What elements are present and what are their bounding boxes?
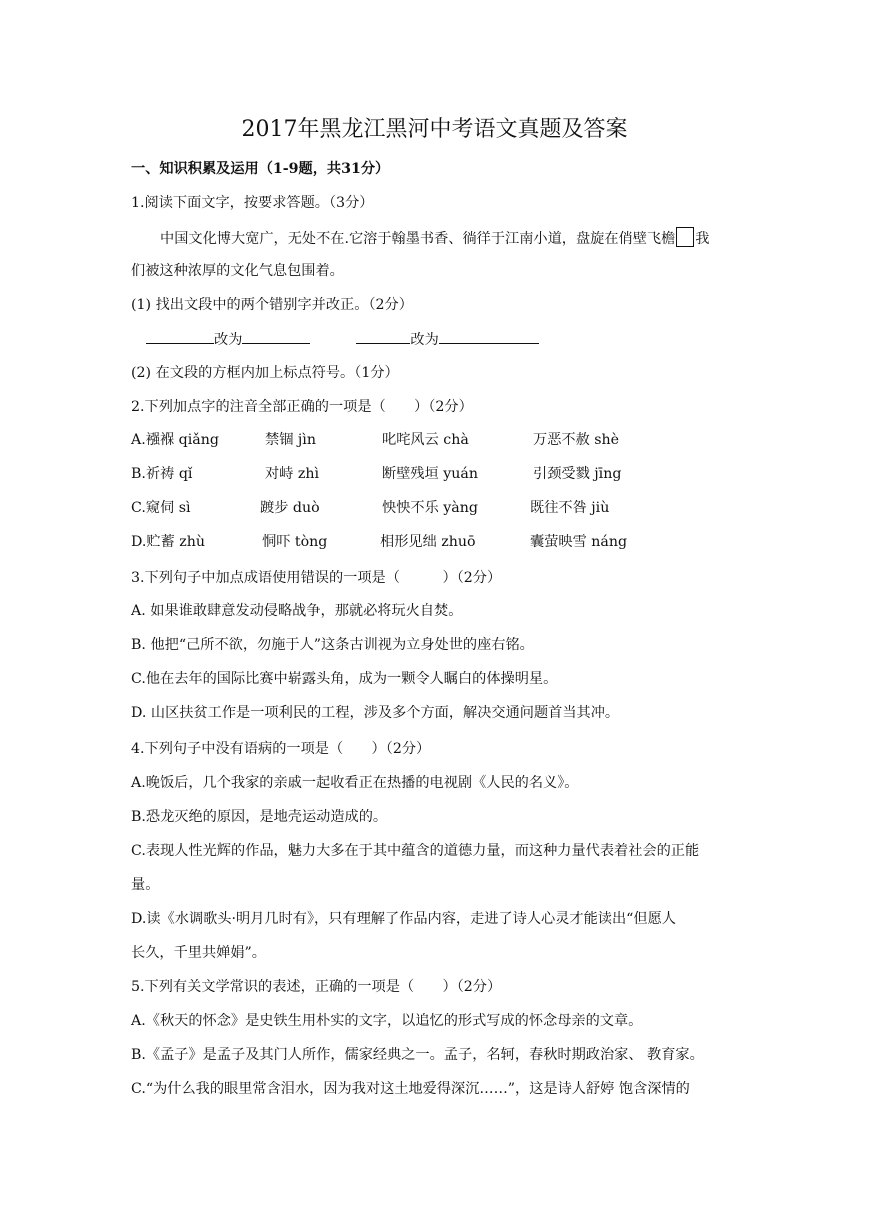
q5-option-a: A.《秋天的怀念》是史铁生用朴实的文字，以追忆的形式写成的怀念母亲的文章。 [131, 1013, 643, 1029]
q2-option-c-1: C.窥伺 sì [131, 500, 191, 516]
q2-option-b-1: B.祈祷 qǐ [131, 466, 193, 482]
q2-option-a-4: 万恶不赦 shè [533, 432, 620, 448]
q5-stem: 5.下列有关文学常识的表述，正确的一项是（ ）（2分） [131, 979, 502, 995]
q2-option-b-3: 断壁残垣 yuán [382, 466, 479, 482]
q4-option-b: B.恐龙灭绝的原因，是地壳运动造成的。 [131, 809, 388, 825]
q3-option-a: A. 如果谁敢肆意发动侵略战争，那就必将玩火自焚。 [131, 603, 463, 619]
q2-option-d-1: D.贮蓄 zhù [131, 534, 206, 550]
q1-passage-line2: 们被这种浓厚的文化气息包围着。 [131, 263, 344, 279]
q4-option-d-line2: 长久，千里共婵娟”。 [131, 945, 266, 961]
q4-option-d-line1: D.读《水调歌头·明月几时有》，只有理解了作品内容，走进了诗人心灵才能读出“但愿人 [131, 911, 676, 927]
q4-stem: 4.下列句子中没有语病的一项是（ ）（2分） [131, 741, 431, 757]
wrong-char-blank-2[interactable] [356, 328, 410, 344]
q3-stem: 3.下列句子中加点成语使用错误的一项是（ ）（2分） [131, 570, 502, 586]
q1-passage-line1 [160, 227, 709, 249]
correct-char-blank-2[interactable] [439, 328, 539, 344]
q3-option-b: B. 他把“己所不欲，勿施于人”这条古训视为立身处世的座右铭。 [131, 637, 534, 653]
q2-option-a-2: 禁锢 jìn [265, 432, 316, 448]
page-title: 2017年黑龙江黑河中考语文真题及答案 [241, 117, 628, 142]
q2-option-d-3: 相形见绌 zhuō [380, 534, 476, 550]
q2-option-d-4: 囊萤映雪 náng [530, 534, 628, 550]
section-heading: 一、知识积累及运用（1-9题，共31分） [131, 161, 390, 177]
q1-stem: 1.阅读下面文字，按要求答题。（3分） [131, 195, 374, 211]
q1-sub1: (1) 找出文段中的两个错别字并改正。（2分） [131, 297, 413, 313]
q2-option-c-2: 踱步 duò [260, 500, 320, 516]
q1-passage-text: 中国文化博大宽广，无处不在.它溶于翰墨书香、徜徉于江南小道，盘旋在俏壁飞檐 [160, 231, 676, 247]
punctuation-box[interactable] [676, 227, 694, 247]
q2-option-a-3: 叱咤风云 chà [382, 432, 469, 448]
q5-option-c: C.“为什么我的眼里常含泪水，因为我对这土地爱得深沉……”，这是诗人舒婷 饱含深情的 [131, 1081, 690, 1097]
change-to-label-1: 改为 [214, 332, 243, 348]
q5-option-b: B.《孟子》是孟子及其门人所作，儒家经典之一。孟子，名轲，春秋时期政治家、 教育家。 [131, 1047, 704, 1063]
q1-passage-end: 我 [695, 231, 710, 247]
q2-option-c-4: 既往不咎 jiù [530, 500, 610, 516]
q4-option-c-line2: 量。 [131, 877, 160, 893]
q2-option-b-4: 引颈受戮 jīng [533, 466, 622, 482]
q1-sub2: (2) 在文段的方框内加上标点符号。（1分） [131, 365, 399, 381]
wrong-char-blank-1[interactable] [146, 328, 214, 344]
q2-option-a-1: A.襁褓 qiǎng [131, 432, 219, 448]
q1-answer-blanks [146, 328, 539, 350]
q2-stem: 2.下列加点字的注音全部正确的一项是（ ）（2分） [131, 399, 473, 415]
change-to-label-2: 改为 [410, 332, 439, 348]
q2-option-c-3: 怏怏不乐 yàng [382, 500, 478, 516]
q4-option-c-line1: C.表现人性光辉的作品，魅力大多在于其中蕴含的道德力量，而这种力量代表着社会的正能 [131, 843, 700, 859]
q3-option-d: D. 山区扶贫工作是一项利民的工程，涉及多个方面，解决交通问题首当其冲。 [131, 705, 620, 721]
q3-option-c: C.他在去年的国际比赛中崭露头角，成为一颗令人瞩白的体操明星。 [131, 671, 558, 687]
q4-option-a: A.晚饭后，几个我家的亲戚一起收看正在热播的电视剧《人民的名义》。 [131, 775, 579, 791]
q2-option-b-2: 对峙 zhì [265, 466, 320, 482]
correct-char-blank-1[interactable] [242, 328, 310, 344]
q2-option-d-2: 恫吓 tòng [262, 534, 328, 550]
